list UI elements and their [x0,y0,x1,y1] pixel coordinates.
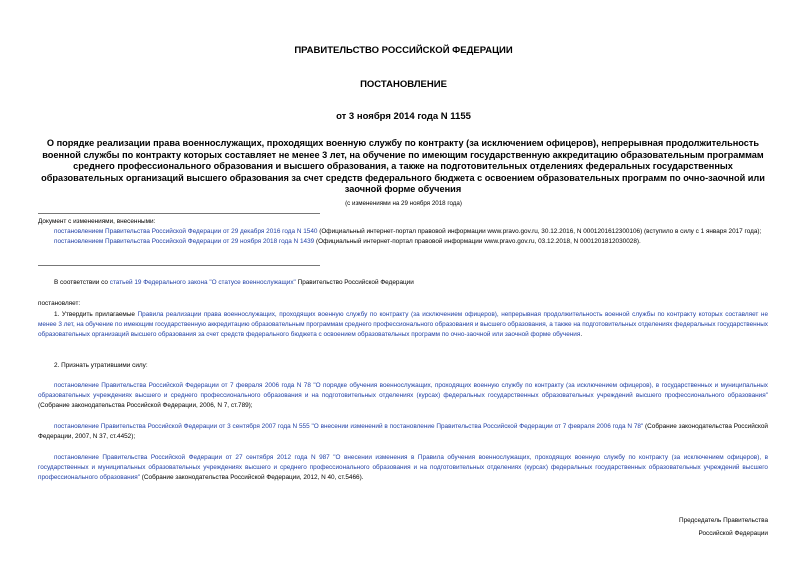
repealed-text-2: (Собрание законодательства Российской Федерации, 2007, N 37, ст.4452); [38,423,768,440]
document-title: О порядке реализации права военнослужащих, проходящих военную службу по контракту (за исключением офицеров), непрерывная продолжительность военной службы по контракту которых составляет не менее 3 лет, на обучение по имеющим государственную аккредитацию образовательным программам среднего профессионального образования и высшего образования, а также на подготовительных отделениях федеральных государственных образовательных организаций высшего образования за счет средств федерального бюджета с освоением образовательных программ по очно-заочной или заочной форме обучения [41,138,765,195]
paragraph-1 [38,310,768,340]
amendment-date-note: (с изменениями на 29 ноября 2018 года) [345,200,462,207]
basis-paragraph [38,278,768,288]
signature-block [679,514,768,540]
paragraph-2: 2. Признать утратившими силу: [54,362,148,369]
document-type-heading: ПОСТАНОВЛЕНИЕ [360,79,447,90]
repealed-text-1: (Собрание законодательства Российской Федерации, 2006, N 7, ст.789); [38,402,253,409]
amendments-block [38,217,768,247]
top-divider [38,213,320,214]
repealed-item-3 [38,453,768,483]
basis-suffix: Правительство Российской Федерации [295,279,414,286]
amendment-item-1 [38,227,768,237]
signature-country: Российской Федерации [698,530,768,537]
repealed-link-3[interactable]: постановление Правительства Российской Федерации от 27 сентября 2012 года N 987 "О внесении изменения в Правила обучения военнослужащих, проходящих военную службу по контракту (за исключением офицеров), в государственных и муниципальных образовательных учреждениях высшего и среднего профессионального образования и на подготовительных отделениях (курсах) федеральных государственных образовательных учреждений высшего профессионального образования" [38,454,768,481]
repealed-text-3: (Собрание законодательства Российской Федерации, 2012, N 40, ст.5466). [140,474,364,481]
amendments-intro: Документ с изменениями, внесенными: [38,218,156,225]
repealed-link-1[interactable]: постановление Правительства Российской Федерации от 7 февраля 2006 года N 78 "О порядке обучения военнослужащих, проходящих военную службу по контракту (за исключением офицеров), в государственных и муниципальных образовательных учреждениях высшего и среднего профессионального образования и на подготовительных отделениях (курсах) федеральных государственных образовательных учреждений высшего профессионального образования" [38,382,768,399]
amendment-item-2 [38,237,768,247]
paragraph-1-prefix: 1. Утвердить прилагаемые [54,311,138,318]
repealed-item-2 [38,422,768,442]
amendment-link-1[interactable]: постановлением Правительства Российской Федерации от 29 декабря 2016 года N 1540 [54,228,318,235]
signature-position: Председатель Правительства [679,517,768,524]
amendment-text-2: (Официальный интернет-портал правовой информации www.pravo.gov.ru, 03.12.2018, N 0001201812030028). [314,238,641,245]
amendment-link-2[interactable]: постановлением Правительства Российской Федерации от 29 ноября 2018 года N 1439 [54,238,315,245]
basis-law-link[interactable]: статьей 19 Федерального закона "О статусе военнослужащих" [109,279,296,286]
government-heading: ПРАВИТЕЛЬСТВО РОССИЙСКОЙ ФЕДЕРАЦИИ [294,45,513,56]
amendment-text-1: (Официальный интернет-портал правовой информации www.pravo.gov.ru, 30.12.2016, N 0001201612300106) (вступило в силу с 1 января 2017 года); [317,228,762,235]
rules-link[interactable]: Правила реализации права военнослужащих, проходящих военную службу по контракту (за исключением офицеров), непрерывная продолжительность военной службы по контракту которых составляет не менее 3 лет, на обучение по имеющим государственную аккредитацию образовательным программам среднего профессионального образования и высшего образования, а также на подготовительных отделениях федеральных государственных образовательных организаций высшего образования за счет средств федерального бюджета с освоением образовательных программ по очно-заочной или заочной форме обучения [38,311,768,338]
paragraph-1-suffix: . [580,331,583,338]
repealed-item-1 [38,381,768,411]
repealed-link-2[interactable]: постановление Правительства Российской Федерации от 3 сентября 2007 года N 555 "О внесении изменений в постановление Правительства Российской Федерации от 7 февраля 2006 года N 78" [54,423,644,430]
resolves-line: постановляет: [38,300,81,307]
basis-prefix: В соответствии со [54,279,110,286]
bottom-divider [38,265,320,266]
date-number-heading: от 3 ноября 2014 года N 1155 [336,111,471,122]
